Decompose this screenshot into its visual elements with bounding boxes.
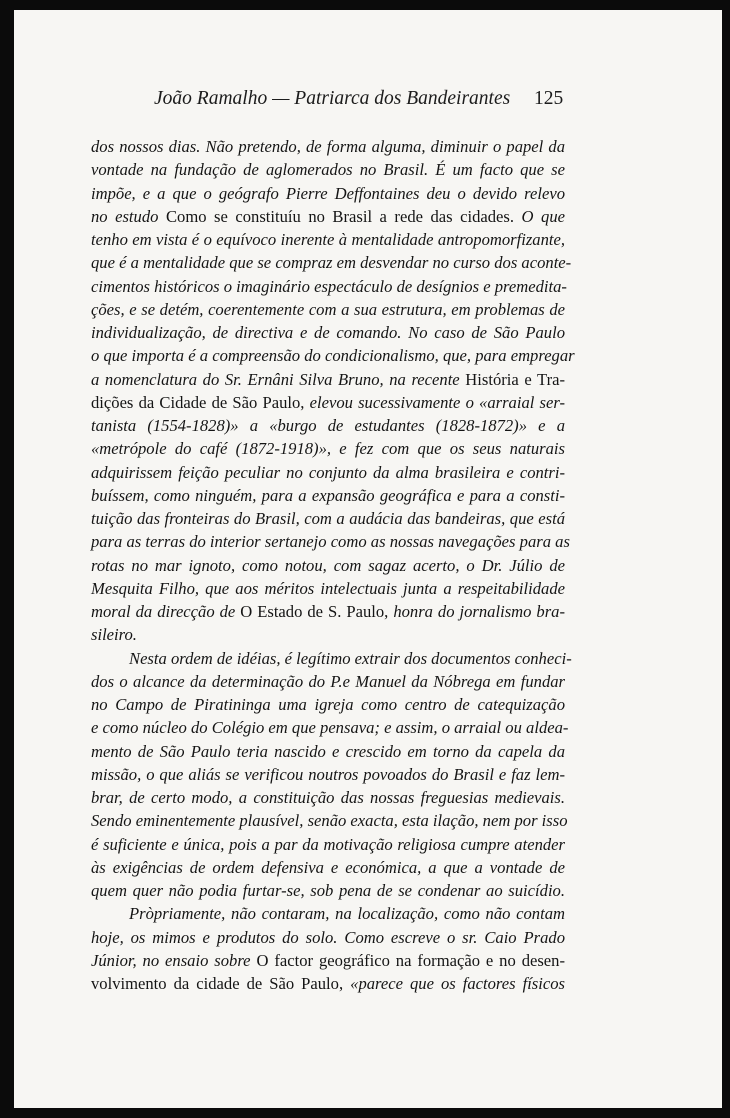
text-line: «metrópole do café (1872-1918)», e fez com que os seus naturais [91, 439, 565, 459]
text-line: e como núcleo do Colégio em que pensava; e assim, o arraial ou aldea- [91, 718, 569, 738]
text-line: impõe, e a que o geógrafo Pierre Deffontaines deu o devido relevo [91, 183, 565, 203]
text-segment: «parece que os factores físicos [350, 974, 565, 993]
text-line: vontade na fundação de aglomerados no Brasil. É um facto que se [91, 160, 565, 180]
text-line: no Campo de Piratininga uma igreja como centro de catequização [91, 695, 565, 714]
text-line: dos o alcance da determinação do P.e Manuel da Nóbrega em fundar [91, 671, 565, 691]
text-line: sileiro. [91, 625, 137, 645]
text-line: adquirissem feição peculiar no conjunto da alma brasileira e contri- [91, 462, 565, 482]
newspaper-title: O Estado de S. Paulo, [240, 602, 389, 621]
text-segment: a nomenclatura do Sr. Ernâni Silva Bruno, na recente [91, 369, 460, 389]
essay-title: O factor geográfico na formação e no desen- [256, 950, 565, 970]
text-line: dos nossos dias. Não pretendo, de forma alguma, diminuir o papel da [91, 137, 565, 156]
text-line: ções, e se detém, coerentemente com a sua estrutura, em problemas de [91, 299, 565, 319]
essay-title: volvimento da cidade de São Paulo, [91, 974, 344, 993]
page-number: 125 [534, 88, 564, 109]
text-line: brar, de certo modo, a constituição das nossas freguesias medievais. [91, 788, 565, 807]
text-line: é suficiente e única, pois a par da motivação religiosa cumpre atender [91, 834, 565, 854]
text-line [91, 391, 565, 414]
text-line: mento de São Paulo teria nascido e crescido em torno da capela da [91, 741, 565, 761]
text-line: Mesquita Filho, que aos méritos intelectuais junta a respeitabilidade [91, 578, 565, 598]
text-line: individualização, de directiva e de comando. No caso de São Paulo [91, 323, 565, 342]
book-page [14, 10, 722, 1108]
text-segment: honra do jornalismo bra- [393, 602, 565, 621]
running-title: João Ramalho — Patriarca dos Bandeirantes [154, 88, 511, 109]
text-line [91, 368, 565, 391]
book-title: dições da Cidade de São Paulo, [91, 392, 305, 412]
text-line: Pròpriamente, não contaram, na localização, como não contam [129, 904, 565, 924]
text-line: rotas no mar ignoto, como notou, com sagaz acerto, o Dr. Júlio de [91, 555, 565, 575]
text-line [91, 972, 565, 995]
text-line: quem quer não podia furtar-se, sob pena de se condenar ao suicídio. [91, 881, 565, 900]
text-line: tuição das fronteiras do Brasil, com a audácia das bandeiras, que está [91, 509, 565, 528]
text-line: para as terras do interior sertanejo como as nossas navegações para as [91, 532, 570, 552]
text-line: buíssem, como ninguém, para a expansão geográfica e para a consti- [91, 485, 565, 505]
text-segment: no estudo [91, 206, 159, 226]
text-segment: Júnior, no ensaio sobre [91, 950, 251, 970]
text-line: cimentos históricos o imaginário espectáculo de desígnios e premedita- [91, 276, 567, 296]
book-title: Como se constituíu no Brasil a rede das cidades. [165, 206, 515, 226]
text-line: hoje, os mimos e produtos do solo. Como escreve o sr. Caio Prado [91, 927, 565, 947]
book-title: História e Tra- [465, 369, 565, 389]
page-header [14, 88, 722, 118]
text-line [91, 949, 565, 972]
text-line: tenho em vista é o equívoco inerente à mentalidade antropomorfizante, [91, 230, 565, 249]
text-line: missão, o que aliás se verificou noutros povoados do Brasil e faz lem- [91, 764, 565, 784]
body-text [91, 135, 575, 995]
text-line [91, 600, 565, 623]
text-segment: elevou sucessivamente o «arraial ser- [309, 392, 566, 412]
text-line: tanista (1554-1828)» a «burgo de estudantes (1828-1872)» e a [91, 416, 565, 435]
text-line: o que importa é a compreensão do condicionalismo, que, para empregar [91, 346, 575, 366]
text-line: que é a mentalidade que se compraz em desvendar no curso dos aconte- [91, 253, 572, 273]
text-line: Sendo eminentemente plausível, senão exacta, esta ilação, nem por isso [91, 811, 568, 831]
text-line [91, 205, 565, 228]
text-segment: O que [521, 206, 565, 226]
text-segment: moral da direcção de [91, 602, 236, 621]
text-line: Nesta ordem de idéias, é legítimo extrair dos documentos conheci- [129, 648, 572, 668]
text-line: às exigências de ordem defensiva e económica, a que a vontade de [91, 857, 565, 877]
